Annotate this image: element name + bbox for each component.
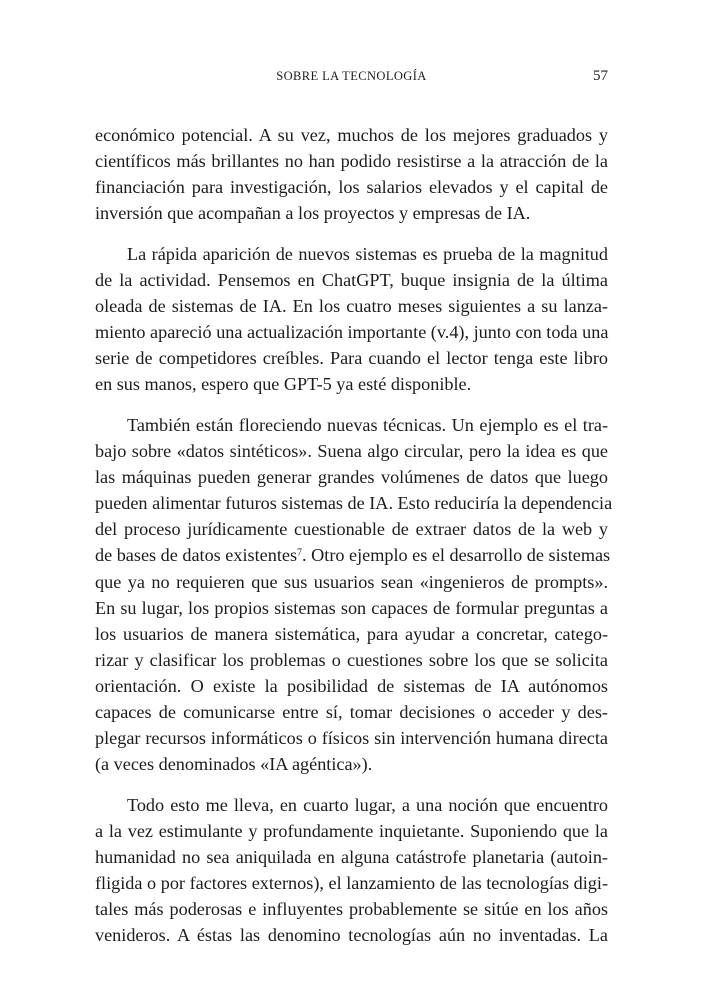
running-head	[95, 66, 608, 86]
footnote-reference[interactable]: 7	[297, 547, 303, 559]
text-line: humanidad no sea aniquilada en alguna catástrofe planetaria (autoin-	[95, 846, 608, 867]
text-line: La rápida aparición de nuevos sistemas es prueba de la magnitud	[127, 243, 608, 264]
text-line: a la vez estimulante y profundamente inquietante. Suponiendo que la	[95, 820, 608, 841]
text-line: serie de competidores creíbles. Para cuando el lector tenga este libro	[95, 348, 608, 369]
body-text	[95, 122, 613, 948]
text-line: las máquinas pueden generar grandes volúmenes de datos que luego	[95, 467, 608, 488]
text-segment: de bases de datos existentes	[95, 545, 298, 566]
paragraph-2	[95, 241, 608, 398]
text-line: rizar y clasificar los problemas o cuestiones sobre los que se solicita	[95, 649, 608, 670]
text-line: plegar recursos informáticos o físicos sin intervención humana directa	[95, 728, 608, 749]
page-number: 57	[593, 68, 608, 84]
text-line: bajo sobre «datos sintéticos». Suena algo circular, pero la idea es que	[95, 441, 608, 462]
text-line: científicos más brillantes no han podido resistirse a la atracción de la	[95, 151, 608, 172]
text-line: (a veces denominados «IA agéntica»).	[95, 754, 373, 775]
text-line: los usuarios de manera sistemática, para ayudar a concretar, catego-	[95, 623, 608, 644]
paragraph-4	[95, 792, 608, 949]
text-line: financiación para investigación, los salarios elevados y el capital de	[95, 177, 608, 198]
text-line: En su lugar, los propios sistemas son capaces de formular preguntas a	[95, 597, 608, 618]
text-line: miento apareció una actualización importante (v.4), junto con toda una	[95, 322, 609, 343]
running-title: SOBRE LA TECNOLOGÍA	[276, 69, 427, 83]
text-line: Todo esto me lleva, en cuarto lugar, a una noción que encuentro	[127, 794, 608, 815]
paragraph-3	[95, 412, 613, 777]
text-line: en sus manos, espero que GPT-5 ya esté disponible.	[95, 374, 472, 395]
text-line: tales más poderosas e influyentes probablemente se sitúe en los años	[95, 899, 608, 920]
text-line: oleada de sistemas de IA. En los cuatro meses siguientes a su lanza-	[95, 296, 608, 317]
text-line: del proceso jurídicamente cuestionable de extraer datos de la web y	[95, 519, 608, 540]
paragraph-1	[95, 122, 608, 226]
text-line: de la actividad. Pensemos en ChatGPT, buque insignia de la última	[95, 269, 608, 290]
text-line: que ya no requieren que sus usuarios sean «ingenieros de prompts».	[95, 571, 608, 592]
text-line: inversión que acompañan a los proyectos y empresas de IA.	[95, 203, 531, 224]
text-line: capaces de comunicarse entre sí, tomar decisiones o acceder y des-	[95, 701, 608, 722]
text-line: venideros. A éstas las denomino tecnologías aún no inventadas. La	[95, 925, 608, 946]
text-line: fligida o por factores externos), el lanzamiento de las tecnologías digi-	[95, 873, 608, 894]
text-line: orientación. O existe la posibilidad de sistemas de IA autónomos	[95, 675, 608, 696]
text-line-with-note	[95, 542, 611, 568]
text-segment: . Otro ejemplo es el desarrollo de sistemas	[302, 545, 611, 566]
text-line: También están floreciendo nuevas técnicas. Un ejemplo es el tra-	[127, 414, 608, 435]
text-line: pueden alimentar futuros sistemas de IA. Esto reduciría la dependencia	[95, 493, 613, 514]
text-line: económico potencial. A su vez, muchos de los mejores graduados y	[95, 125, 608, 145]
